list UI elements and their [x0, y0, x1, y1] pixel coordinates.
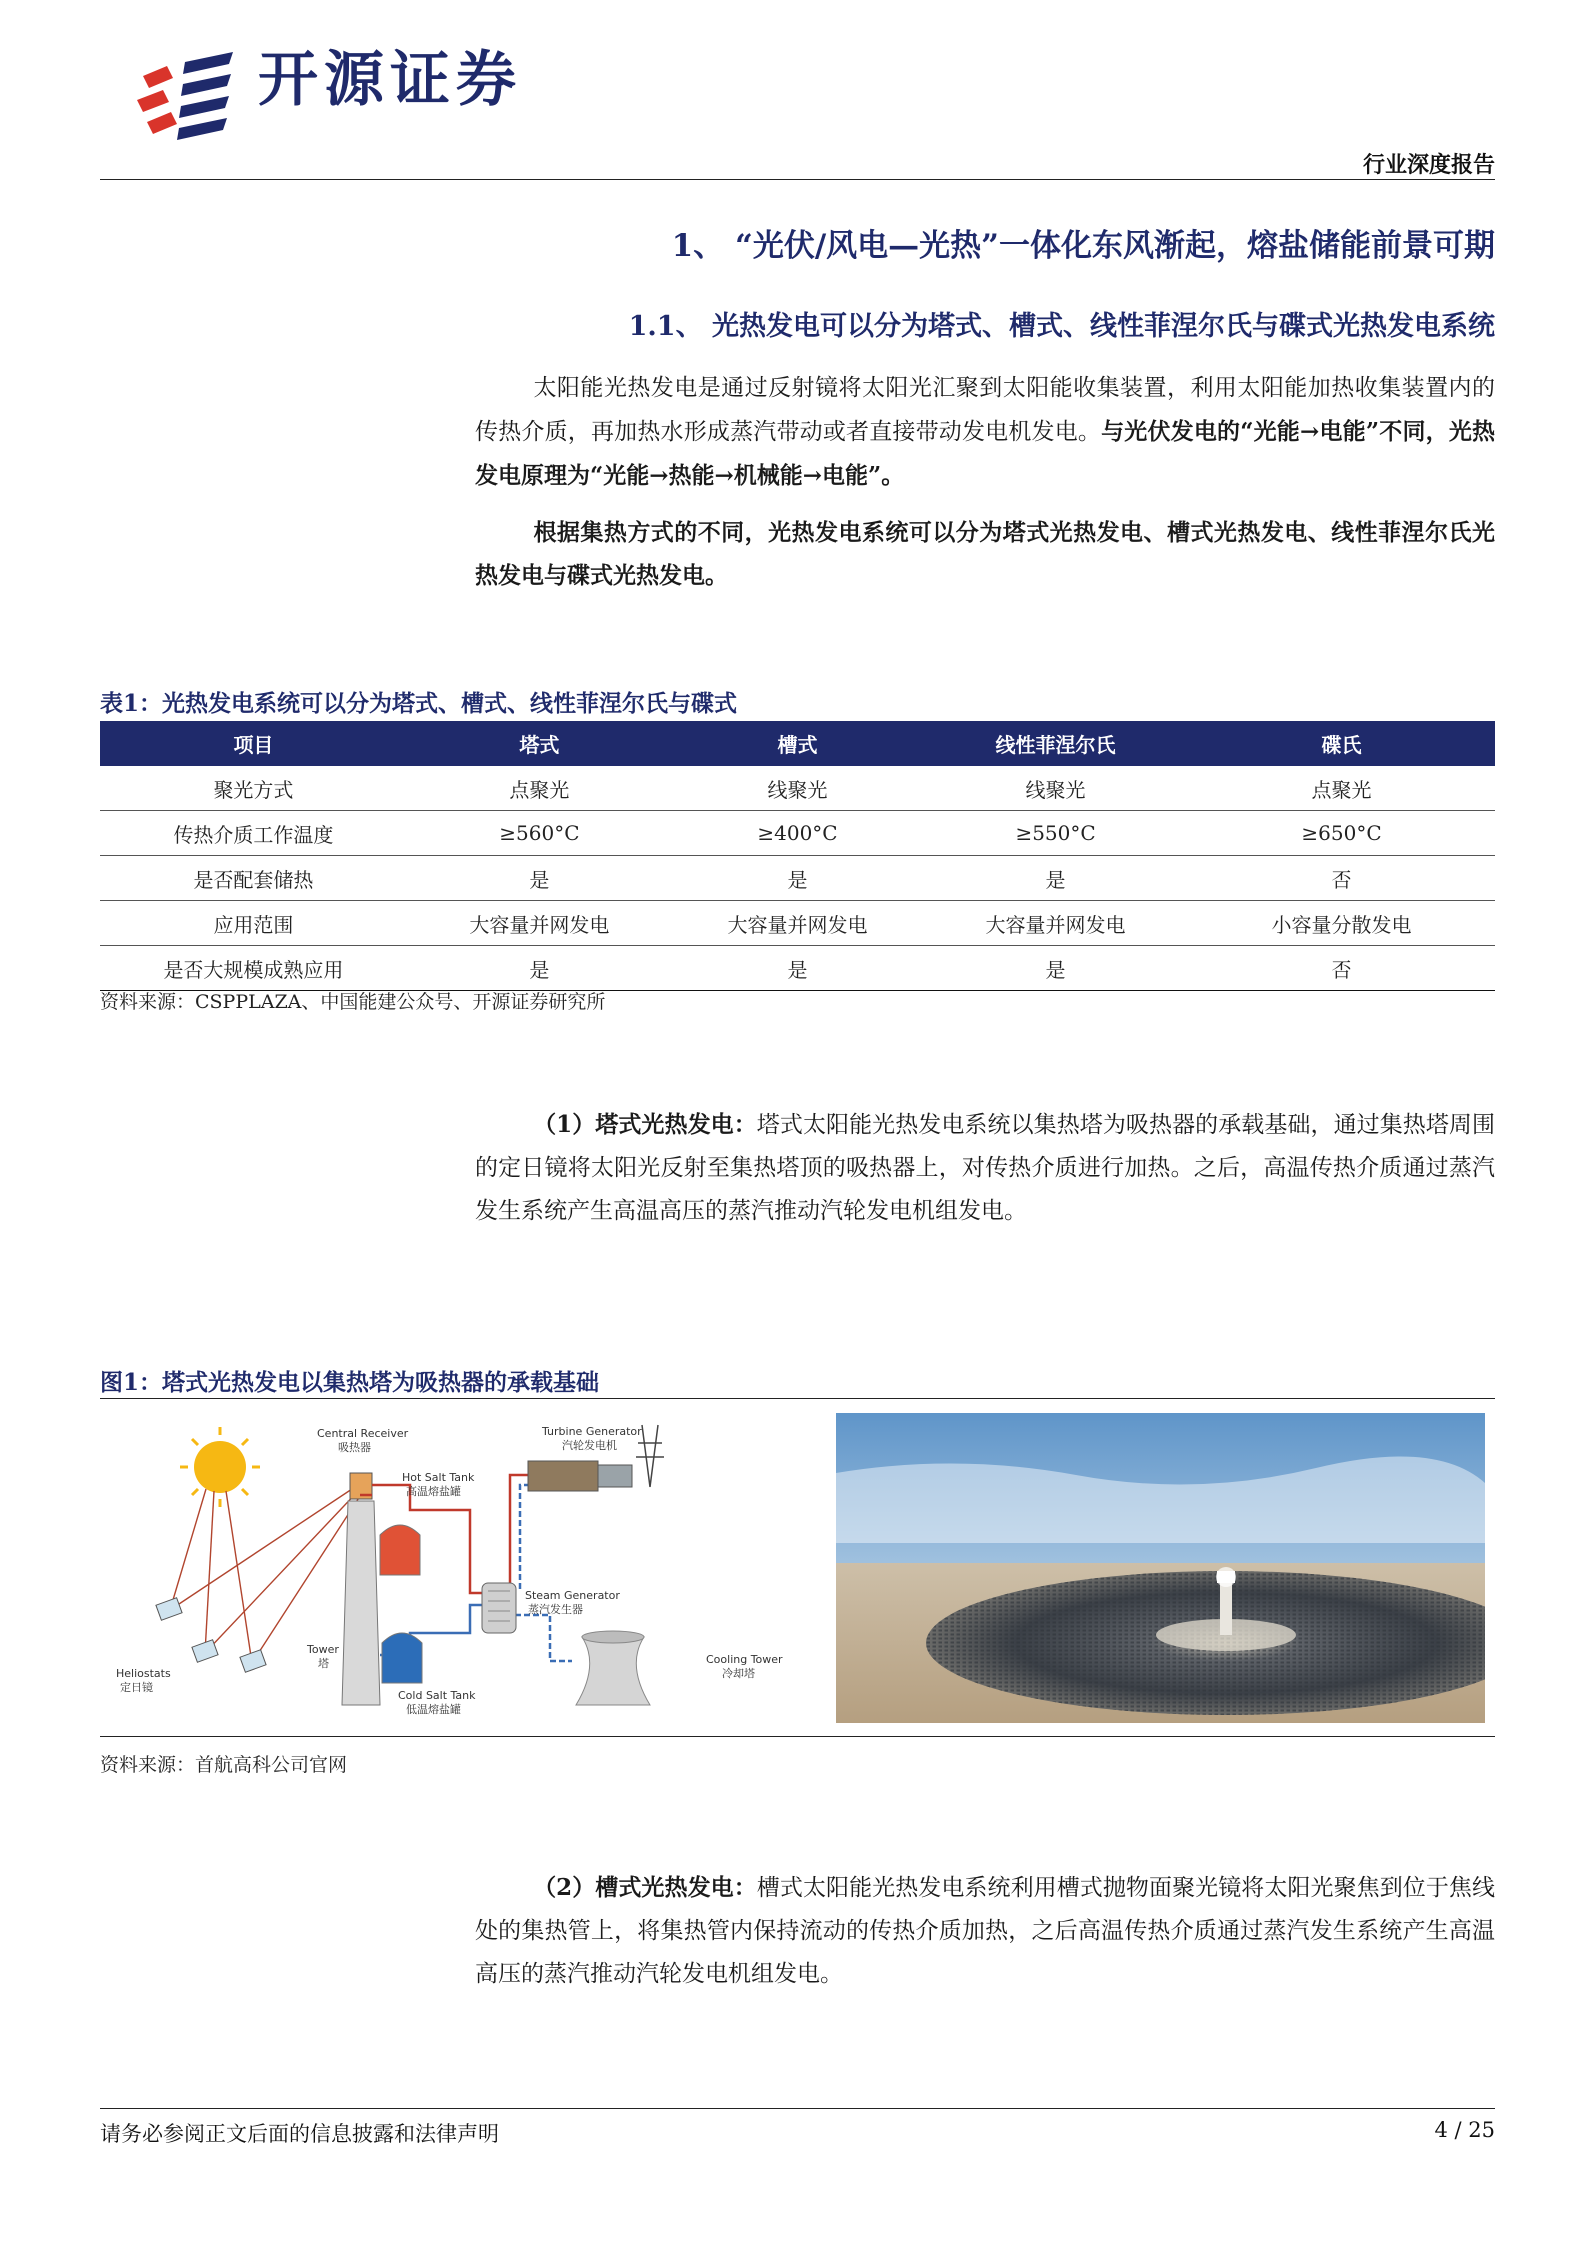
table-cell: 线聚光: [672, 766, 923, 811]
table-cell: 是: [923, 946, 1188, 991]
heliostat-icon: [156, 1598, 266, 1673]
table-row: [100, 901, 1495, 946]
figure-top-rule: [100, 1398, 1495, 1399]
table-row: [100, 946, 1495, 991]
label-tower-en: Tower: [307, 1643, 339, 1656]
cooling-tower-icon: [576, 1631, 650, 1705]
figure-caption: 图1：塔式光热发电以集热塔为吸热器的承载基础: [100, 1369, 600, 1396]
intro-paragraph: [475, 367, 1495, 498]
company-logo: [133, 48, 241, 144]
table-cell: 是: [923, 856, 1188, 901]
intro-text: 太阳能光热发电是通过反射镜将太阳光汇聚到太阳能收集装置，利用太阳能加热收集装置内的传热介质，再加热水形成蒸汽带动或者直接带动发电机发电。: [475, 375, 1495, 445]
label-turbine-en: Turbine Generator: [542, 1425, 642, 1438]
label-heliostats-en: Heliostats: [116, 1667, 171, 1680]
header-divider: [100, 179, 1495, 180]
hot-salt-tank-icon: [380, 1525, 420, 1575]
figure-source: 资料来源：首航高科公司官网: [100, 1754, 348, 1776]
label-steam-zh: 蒸汽发生器: [528, 1603, 583, 1616]
col-header: 线性菲涅尔氏: [923, 721, 1188, 766]
trough-paragraph: [475, 1866, 1495, 1996]
col-header: 塔式: [407, 721, 672, 766]
table-cell: ≥400°C: [672, 811, 923, 856]
table-cell: ≥650°C: [1188, 811, 1495, 856]
table-cell: 点聚光: [407, 766, 672, 811]
steam-generator-icon: [482, 1583, 516, 1633]
col-header: 槽式: [672, 721, 923, 766]
table-cell: 是: [407, 856, 672, 901]
figure-bottom-rule: [100, 1736, 1495, 1737]
tower-paragraph: [475, 1103, 1495, 1233]
table-cell: 大容量并网发电: [407, 901, 672, 946]
table-row: [100, 811, 1495, 856]
table-caption: 表1：光热发电系统可以分为塔式、槽式、线性菲涅尔氏与碟式: [100, 690, 738, 717]
table-cell: 是: [672, 946, 923, 991]
cold-salt-tank-icon: [382, 1633, 422, 1683]
classify-paragraph: [475, 511, 1495, 597]
table-cell: ≥550°C: [923, 811, 1188, 856]
label-cold-tank-zh: 低温熔盐罐: [406, 1703, 461, 1715]
label-turbine-zh: 汽轮发电机: [562, 1439, 617, 1452]
tower-text: 塔式太阳能光热发电系统以集热塔为吸热器的承载基础，通过集热塔周围的定日镜将太阳光反射至集热塔顶的吸热器上，对传热介质进行加热。之后，高温传热介质通过蒸汽发生系统产生高温高压的蒸汽推动汽轮发电机组发电。: [475, 1112, 1495, 1224]
label-central-receiver-zh: 吸热器: [338, 1441, 371, 1454]
report-type: 行业深度报告: [1362, 152, 1495, 178]
table-cell: 是: [407, 946, 672, 991]
table-cell: ≥560°C: [407, 811, 672, 856]
label-cooling-zh: 冷却塔: [722, 1667, 755, 1680]
table-cell: 否: [1188, 946, 1495, 991]
table-cell: 是: [672, 856, 923, 901]
label-tower-zh: 塔: [318, 1657, 329, 1670]
label-steam-en: Steam Generator: [525, 1589, 620, 1602]
sun-icon: [180, 1427, 260, 1507]
col-header: 碟氏: [1188, 721, 1495, 766]
tower-label: （1）塔式光热发电：: [533, 1111, 757, 1138]
subsection-title: 1.1、 光热发电可以分为塔式、槽式、线性菲涅尔氏与碟式光热发电系统: [628, 311, 1495, 342]
table-cell: 小容量分散发电: [1188, 901, 1495, 946]
table-row: [100, 766, 1495, 811]
tower-csp-diagram: [110, 1415, 790, 1715]
page-number: 4 / 25: [1434, 2118, 1495, 2142]
label-cooling-en: Cooling Tower: [706, 1653, 783, 1666]
table-cell: 否: [1188, 856, 1495, 901]
table-cell: 传热介质工作温度: [100, 811, 407, 856]
footer-disclaimer: 请务必参阅正文后面的信息披露和法律声明: [100, 2122, 499, 2146]
table-cell: 大容量并网发电: [923, 901, 1188, 946]
solar-tower-plant-photo: [836, 1413, 1485, 1723]
label-hot-tank-en: Hot Salt Tank: [402, 1471, 475, 1484]
classify-text: 根据集热方式的不同，光热发电系统可以分为塔式光热发电、槽式光热发电、线性菲涅尔氏光热发电与碟式光热发电。: [475, 519, 1495, 589]
table-source: 资料来源：CSPPLAZA、中国能建公众号、开源证券研究所: [100, 991, 606, 1013]
footer-divider: [100, 2108, 1495, 2109]
section-title: 1、 “光伏/风电—光热”一体化东风渐起，熔盐储能前景可期: [671, 228, 1495, 264]
table-cell: 点聚光: [1188, 766, 1495, 811]
table-cell: 应用范围: [100, 901, 407, 946]
intro-bold-text: 与光伏发电的“光能→电能”不同，光热发电原理为“光能→热能→机械能→电能”。: [475, 418, 1496, 489]
trough-text: 槽式太阳能光热发电系统利用槽式抛物面聚光镜将太阳光聚焦到位于焦线处的集热管上，将集热管内保持流动的传热介质加热，之后高温传热介质通过蒸汽发生系统产生高温高压的蒸汽推动汽轮发电机组发电。: [475, 1875, 1495, 1987]
brand-name: 开源证券: [258, 45, 522, 115]
col-header: 项目: [100, 721, 407, 766]
tower-icon: [342, 1473, 380, 1705]
label-cold-tank-en: Cold Salt Tank: [398, 1689, 476, 1702]
table-cell: 大容量并网发电: [672, 901, 923, 946]
table-cell: 是否配套储热: [100, 856, 407, 901]
table-row: [100, 856, 1495, 901]
table-header-row: [100, 721, 1495, 766]
table-cell: 是否大规模成熟应用: [100, 946, 407, 991]
table-cell: 线聚光: [923, 766, 1188, 811]
label-heliostats-zh: 定日镜: [120, 1681, 153, 1694]
trough-label: （2）槽式光热发电：: [533, 1874, 757, 1901]
systems-table: [100, 721, 1495, 991]
label-central-receiver-en: Central Receiver: [317, 1427, 409, 1440]
label-hot-tank-zh: 高温熔盐罐: [406, 1485, 461, 1498]
table-cell: 聚光方式: [100, 766, 407, 811]
